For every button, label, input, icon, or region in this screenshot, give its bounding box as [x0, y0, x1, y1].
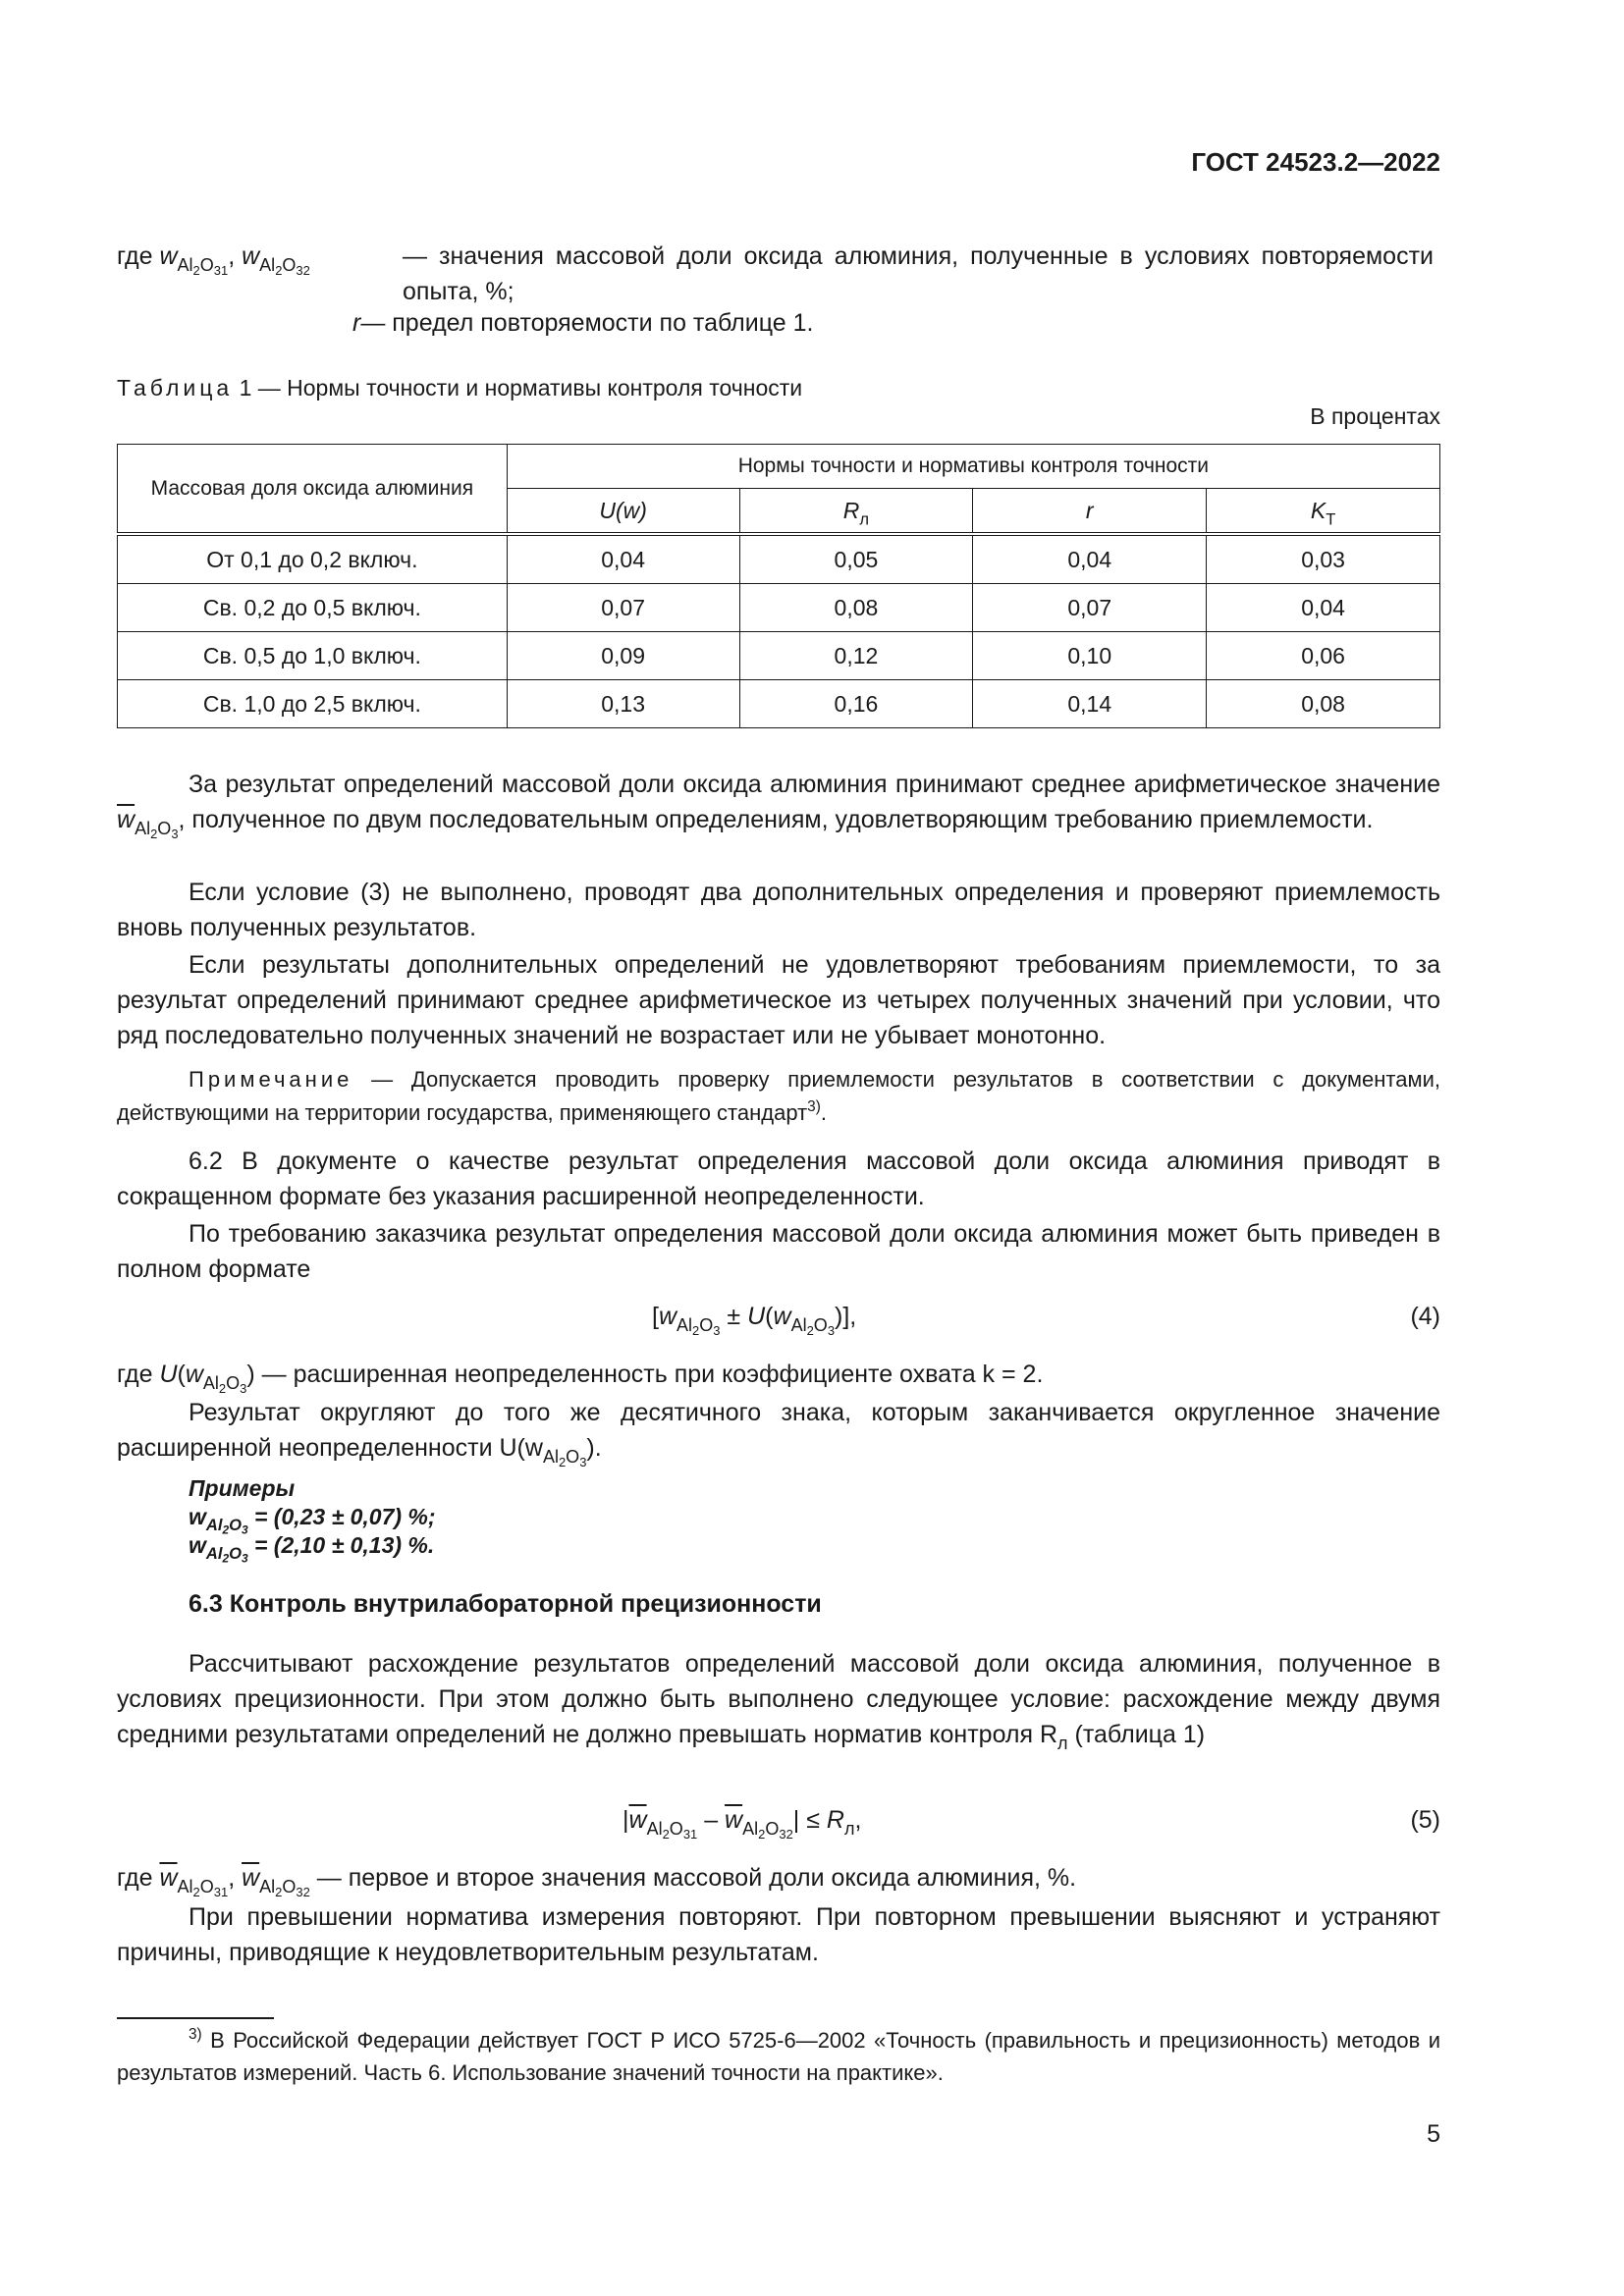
table-row: Св. 0,5 до 1,0 включ. 0,09 0,12 0,10 0,06: [118, 632, 1440, 680]
definition-u: где $U(w_{Al_2O_3})$ — расширенная неопределенность при коэффициенте охвата k = 2.: [117, 1361, 1044, 1396]
document-page: ГОСТ 24523.2—2022 где $w_{Al_2O_{31}}$, $w_{Al_2O_{32}}—$ значения массовой доли оксида алюминия, полученные в условиях повторяемости опыта, %; r— предел повторяемости по таблице 1. Таблица 1 — Нормы точности и нормативы контроля точности В процентах Массовая доля оксида алюминия Нормы точности и нормативы контроля точности U(w) $R_л$ r $K_Т$ От 0,1 до 0,2 включ. 0,04 0,05 0,04 0,03 Св. 0,2 до 0,5 включ. 0,07 0,08 0,07 0,04 Св. 0,5 до 1,0 включ. 0,09 0,12 0,10 0,06 Св. 1,0 до 2,5 включ. 0,13 0,16 0,14 0,08 За результат определений массовой доли оксида алюминия принимают среднее арифметическое значение $\overline{w}_{Al_2O_3}$, полученное по двум последовательным определениям, удовлетворяющим требованию приемлемости. Если условие (3) не выполнено, проводят два дополнительных определения и проверяют приемлемость вновь полученных результатов. Если результаты дополнительных определений не удовлетворяют требованиям приемлемости, то за результат определений принимают среднее арифметическое из четырех полученных значений при условии, что ряд последовательно полученных значений не возрастает или не убывает монотонно. Примечание — Допускается проводить проверку приемлемости результатов в соответствии с документами, действующими на территории государства, применяющего стандарт$^{3)}$. 6.2 В документе о качестве результат определения массовой доли оксида алюминия приводят в сокращенном формате без указания расширенной неопределенности. По требованию заказчика результат определения массовой доли оксида алюминия может быть приведен в полном формате $[w_{Al_2O_3} \pm U(w_{Al_2O_3})]$, (4) где $U(w_{Al_2O_3})$ — расширенная неопределенность при коэффициенте охвата k = 2. Результат округляют до того же десятичного знака, которым заканчивается округленное значение расширенной неопределенности $U(w_{Al_2O_3})$. Примеры $w_{Al_2O_3} = (0,23 \pm 0,07)$ %; $w_{Al_2O_3} = (2,10 \pm 0,13)$ %. 6.3 Контроль внутрилабораторной прецизионности Рассчитывают расхождение результатов определений массовой доли оксида алюминия, полученное в условиях прецизионности. При этом должно быть выполнено следующее условие: расхождение между двумя средними результатами определений не должно превышать норматив контроля $R_л$ (таблица 1) $|\overline{w}_{Al_2O_{31}} - \overline{w}_{Al_2O_{32}}| \le R_л$, (5) где $\overline{w}_{Al_2O_{31}}$, $\overline{w}_{Al_2O_{32}}$ — первое и второе значения массовой доли оксида алюминия, %. При превышении норматива измерения повторяют. При повторном превышении выясняют и устраняют причины, приводящие к неудовлетворительным результатам. $^{3)}$ В Российской Федерации действует ГОСТ Р ИСО 5725-6—2002 «Точность (правильность и прецизионность) методов и результатов измерений. Часть 6. Использование значений точности на практике». 5: [117, 147, 1440, 2148]
table-row: Св. 1,0 до 2,5 включ. 0,13 0,16 0,14 0,08: [118, 680, 1440, 728]
footnote: $^{3)}$ В Российской Федерации действует ГОСТ Р ИСО 5725-6—2002 «Точность (правильность и прецизионность) методов и результатов измерений. Часть 6. Использование значений точности на практике».: [117, 2025, 1440, 2085]
paragraph-exceed: При превышении норматива измерения повторяют. При повторном превышении выясняют и устраняют причины, приводящие к неудовлетворительным результатам.: [117, 1903, 1440, 1966]
definition-r: r— предел повторяемости по таблице 1.: [352, 309, 814, 337]
paragraph-condition: Если условие (3) не выполнено, проводят два дополнительных определения и проверяют приемлемость вновь полученных результатов.: [117, 879, 1440, 941]
table-caption: Таблица 1 — Нормы точности и нормативы контроля точности: [117, 375, 803, 400]
table-row: Св. 0,2 до 0,5 включ. 0,07 0,08 0,07 0,04: [118, 584, 1440, 632]
examples-title: Примеры: [189, 1475, 296, 1501]
examples: [189, 1474, 436, 1566]
norms-table: [117, 444, 1440, 728]
definition-w: где $w_{Al_2O_{31}}$, $w_{Al_2O_{32}}—$ значения массовой доли оксида алюминия, полученные в условиях повторяемости опыта, %;: [117, 242, 1434, 305]
paragraph-6-2: 6.2 В документе о качестве результат определения массовой доли оксида алюминия приводят в сокращенном формате без указания расширенной неопределенности.: [117, 1148, 1440, 1210]
norms-table-wrap: [117, 444, 1440, 728]
example-2: $w_{Al_2O_3} = (2,10 \pm 0,13)$ %.: [189, 1532, 435, 1566]
doc-header: ГОСТ 24523.2—2022: [1191, 147, 1440, 177]
equation-number: (4): [1410, 1303, 1440, 1330]
col-group-header: Нормы точности и нормативы контроля точности: [507, 445, 1439, 489]
equation-number: (5): [1410, 1806, 1440, 1834]
footnote-divider: [117, 2017, 274, 2019]
col-header-uw: U(w): [507, 489, 739, 535]
paragraph-full-format: По требованию заказчика результат определения массовой доли оксида алюминия может быть приведен в полном формате: [117, 1220, 1440, 1283]
paragraph-additional: Если результаты дополнительных определений не удовлетворяют требованиям приемлемости, то за результат определений принимают среднее арифметическое из четырех полученных значений при условии, что ряд последовательно полученных значений не возрастает или не убывает монотонно.: [117, 951, 1440, 1049]
table-units: В процентах: [1310, 403, 1440, 429]
section-heading-6-3: 6.3 Контроль внутрилабораторной прецизионности: [189, 1590, 822, 1618]
example-1: $w_{Al_2O_3} = (0,23 \pm 0,07)$ %;: [189, 1504, 436, 1537]
page-number: 5: [1427, 2120, 1440, 2148]
table-row: От 0,1 до 0,2 включ. 0,04 0,05 0,04 0,03: [118, 534, 1440, 584]
first-col-header: Массовая доля оксида алюминия: [118, 445, 508, 535]
note: Примечание — Допускается проводить проверку приемлемости результатов в соответствии с документами, действующими на территории государства, применяющего стандарт$^{3)}$.: [117, 1067, 1440, 1125]
col-header-rl: $R_л$: [739, 489, 973, 535]
paragraph-rounding: Результат округляют до того же десятичного знака, которым заканчивается округленное значение расширенной неопределенности $U(w_{Al_2O_3})$.: [117, 1399, 1440, 1469]
col-header-kt: $K_Т$: [1207, 489, 1440, 535]
paragraph-6-3: Рассчитывают расхождение результатов определений массовой доли оксида алюминия, полученное в условиях прецизионности. При этом должно быть выполнено следующее условие: расхождение между двумя средними результатами определений не должно превышать норматив контроля $R_л$ (таблица 1): [117, 1650, 1440, 1753]
col-header-r: r: [973, 489, 1207, 535]
definition-w-bar: где $\overline{w}_{Al_2O_{31}}$, $\overline{w}_{Al_2O_{32}}$ — первое и второе значения массовой доли оксида алюминия, %.: [117, 1864, 1077, 1899]
paragraph-result: За результат определений массовой доли оксида алюминия принимают среднее арифметическое значение $\overline{w}_{Al_2O_3}$, полученное по двум последовательным определениям, удовлетворяющим требованию приемлемости.: [117, 771, 1440, 841]
